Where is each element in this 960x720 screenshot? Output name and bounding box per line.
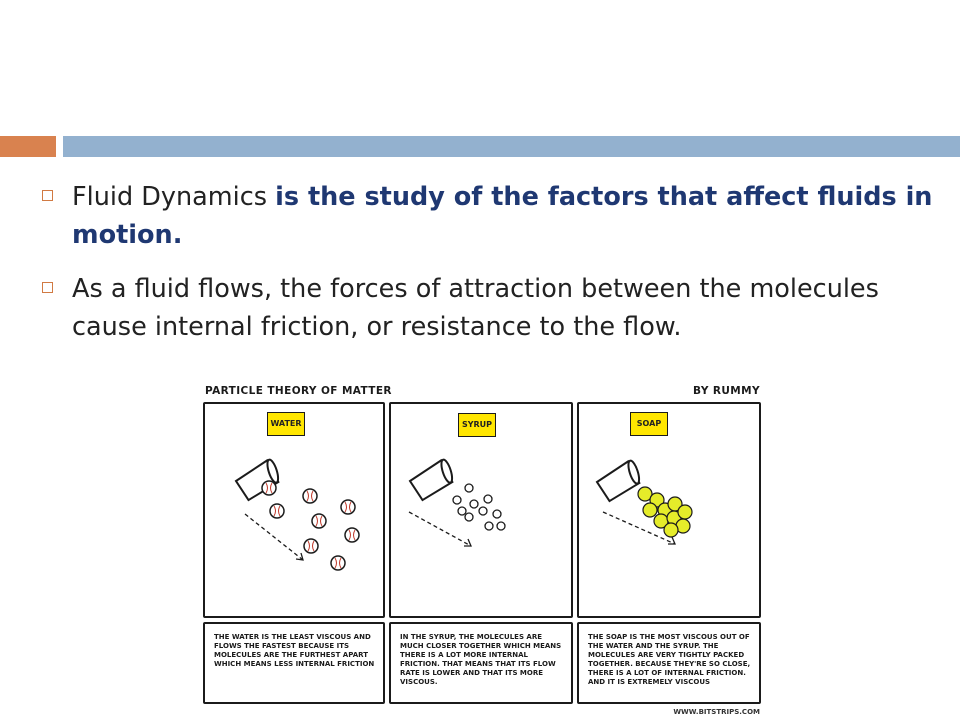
bullet-list: [42, 178, 954, 362]
cup-icon: [407, 459, 457, 502]
comic-panel-water: [203, 402, 385, 618]
water-scene-illustration: [205, 404, 387, 620]
caption-panel-syrup: [389, 622, 573, 704]
comic-strip: [200, 380, 766, 718]
header-accent-bar: [0, 136, 56, 157]
bullet-item-fluid-dynamics: [42, 178, 954, 254]
soap-molecules: [638, 487, 692, 537]
soap-scene-illustration: [579, 404, 763, 620]
cup-icon: [594, 460, 644, 503]
comic-panel-soap: [577, 402, 761, 618]
bullet-plain-text: As a fluid flows, the forces of attraction between the molecules cause internal friction, or resistance to the flow.: [72, 274, 879, 342]
comic-title: PARTICLE THEORY OF MATTER: [205, 385, 392, 397]
caption-text-soap: THE SOAP IS THE MOST VISCOUS OUT OF THE WATER AND THE SYRUP. THE MOLECULES ARE VERY TIGHTLY PACKED TOGETHER. BECAUSE THEY'RE SO CLOSE, THERE IS A LOT OF INTERNAL FRICTION. AND IT IS EXTREMELY VISCOUS: [588, 633, 751, 686]
bullet-square-icon: [42, 190, 53, 201]
comic-author: BY RUMMY: [693, 385, 760, 397]
bullet-plain-text: Fluid Dynamics: [72, 182, 276, 212]
bullet-item-internal-friction: [42, 270, 954, 346]
syrup-scene-illustration: [391, 404, 575, 620]
bullet-highlight-text: is the study of the factors that affect fluids in motion.: [72, 182, 933, 250]
panel-label-syrup: SYRUP: [458, 413, 496, 437]
caption-text-water: THE WATER IS THE LEAST VISCOUS AND FLOWS THE FASTEST BECAUSE ITS MOLECULES ARE THE FURTHEST APART WHICH MEANS LESS INTERNAL FRICTION: [214, 633, 375, 668]
water-molecules: [262, 481, 359, 570]
header-bar: [63, 136, 960, 157]
caption-text-syrup: IN THE SYRUP, THE MOLECULES ARE MUCH CLOSER TOGETHER WHICH MEANS THERE IS A LOT MORE INTERNAL FRICTION. THAT MEANS THAT ITS FLOW RATE IS LOWER AND THAT ITS MORE VISCOUS.: [400, 633, 562, 686]
flow-arrow: [245, 514, 303, 560]
comic-panel-syrup: [389, 402, 573, 618]
caption-panel-soap: [577, 622, 761, 704]
comic-footer-credit: WWW.BITSTRIPS.COM: [673, 708, 760, 716]
panel-label-water: WATER: [267, 412, 305, 436]
cup-icon: [233, 459, 283, 502]
panel-label-soap: SOAP: [630, 412, 668, 436]
bullet-square-icon: [42, 282, 53, 293]
syrup-molecules: [453, 484, 505, 530]
caption-panel-water: [203, 622, 385, 704]
flow-arrow: [409, 512, 471, 546]
